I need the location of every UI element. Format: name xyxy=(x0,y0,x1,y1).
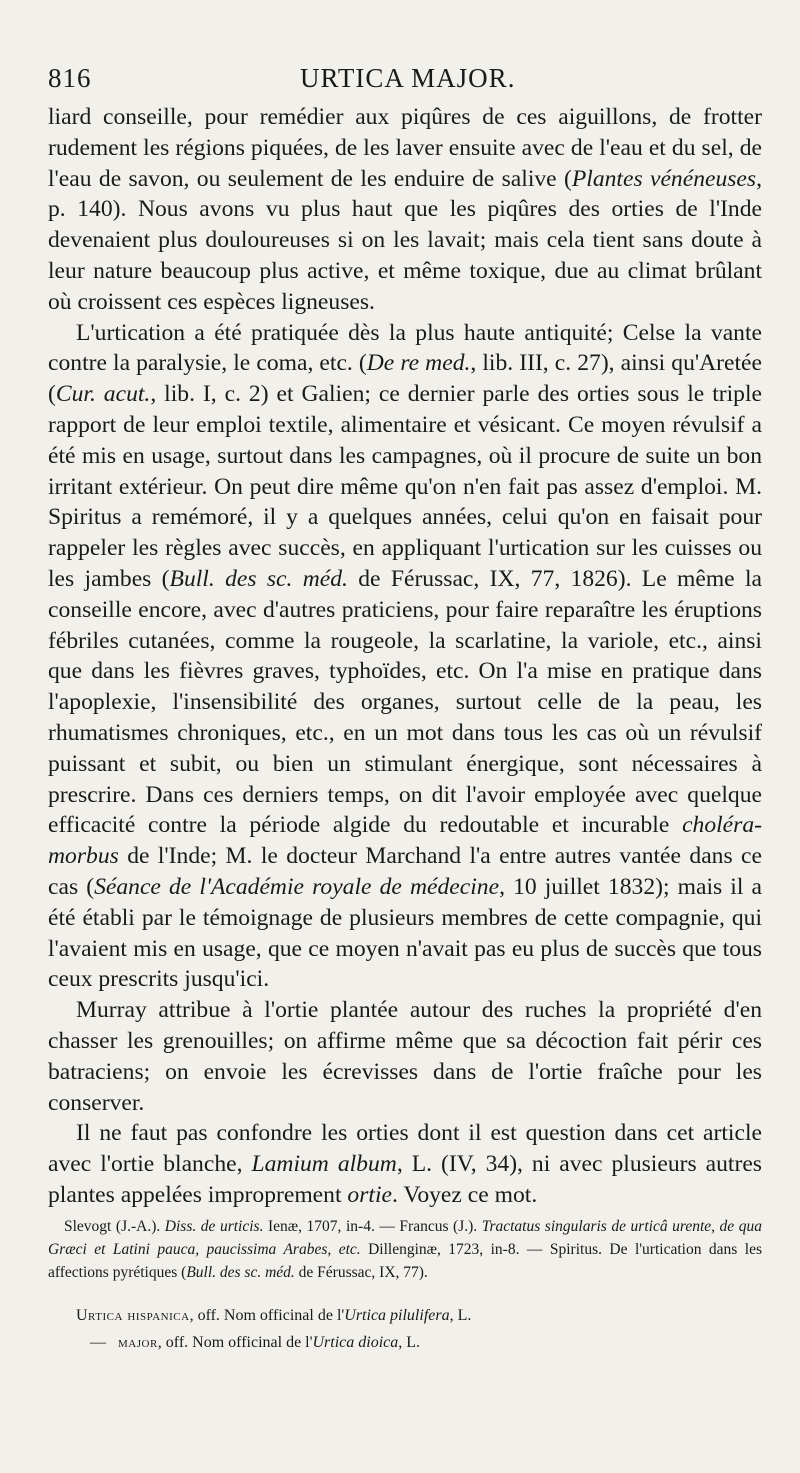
page-header xyxy=(48,58,762,98)
citation-italic: Cur. acut. xyxy=(55,381,151,408)
paragraph-3: Murray attribue à l'ortie plantée autour des ruches la propriété d'en chasser les grenouilles; on affirme même que sa décoction fait périr ces batraciens; on envoie les écrevisses dans de l'ortie fraîche pour les conserver. xyxy=(48,997,762,1116)
text-run: de Férussac, IX, 77). xyxy=(294,1263,428,1281)
text-run: , lib. I, c. 2) et Galien; ce dernier parle des orties sous le triple rapport de leur emploi textile, alimentaire et vésicant. Ce moyen révulsif a été mis en usage, surtout dans les campagnes, où il procure de suite un bon irritant extérieur. On peut dire même qu'on n'en fait pas assez d'emploi. M. Spiritus a remémoré, il y a quelques années, celui qu'on en faisait pour rappeler les règles avec succès, en appliquant l'urtication sur les cuisses ou les jambes ( xyxy=(48,381,762,592)
text-run: . Voyez ce mot. xyxy=(391,1181,538,1208)
citation-italic: Urtica dioica xyxy=(312,1333,399,1351)
entry-headword: major xyxy=(118,1333,158,1351)
text-run: Slevogt (J.-A.). xyxy=(64,1217,165,1235)
entry-text xyxy=(48,1302,471,1329)
citation-italic: Plantes vénéneuses xyxy=(571,165,757,192)
citation-italic: Bull. des sc. méd. xyxy=(169,565,348,592)
text-run: , off. Nom officinal de l' xyxy=(189,1306,345,1324)
text-run: L'urtication a été pratiquée dès la plus haute antiquité; Celse la vante contre la paralysie, le coma, etc. ( xyxy=(48,319,762,377)
text-run: de Férussac, IX, 77, 1826). Le même la conseille encore, avec d'autres praticiens, pour faire reparaître les éruptions fébriles cutanées, comme la rougeole, la scarlatine, la variole, etc., ainsi que dans les fièvres graves, typhoïdes, etc. On l'a mise en pratique dans l'apoplexie, l'insensibilité des organes, surtout celle de la peau, les rhumatismes chroniques, etc., en un mot dans tous les cas où un révulsif puissant et subit, ou bien un stimulant énergique, sont nécessaires à prescrire. Dans ces derniers temps, on dit l'avoir employée avec quelque efficacité contre la période algide du redoutable et incurable xyxy=(48,565,763,839)
text-run: , lib. III, c. 27), ainsi qu'Aretée ( xyxy=(48,350,762,408)
paragraph-4 xyxy=(48,1118,762,1210)
text-run: Ienæ, 1707, in-4. — Francus (J.). xyxy=(263,1217,482,1235)
citation-italic: Diss. de urticis. xyxy=(164,1217,264,1235)
text-run: , 10 juillet 1832); mais il a été établi par le témoignage de plusieurs membres de cette compagnie, qui l'avaient mis en usage, que ce moyen n'avait pas eu plus de succès que tous ceux prescrits jusqu'ici. xyxy=(48,873,762,993)
citation-italic: Tractatus singularis de urticâ urente, de qua Græci et Latini pauca, paucissima Arabes, etc. xyxy=(48,1217,762,1258)
ditto-dash: — xyxy=(90,1333,106,1351)
page-number: 816 xyxy=(48,63,92,93)
paragraph-2 xyxy=(48,318,762,996)
paragraph-1 xyxy=(48,102,762,318)
entry-text xyxy=(48,1329,420,1356)
text-run: , p. 140). Nous avons vu plus haut que les piqûres des orties de l'Inde devenaient plus douloureuses si on les lavait; mais cela tient sans doute à leur nature beaucoup plus active, et même toxique, due au climat brûlant où croissent ces espèces ligneuses. xyxy=(48,165,762,315)
main-text xyxy=(48,102,762,1211)
citation-italic: De re med. xyxy=(366,350,471,377)
running-title: URTICA MAJOR. xyxy=(300,63,516,93)
entry-urtica-hispanica xyxy=(48,1302,762,1329)
bibliography-notes xyxy=(48,1215,762,1284)
citation-italic: Lamium album xyxy=(251,1151,397,1178)
text-run: Il ne faut pas confondre les orties dont il est question dans cet article avec l'ortie blanche, xyxy=(48,1120,762,1178)
entry-headword: Urtica hispanica xyxy=(76,1306,190,1324)
text-run: , L. (IV, 34), ni avec plusieurs autres plantes appelées improprement xyxy=(48,1151,762,1208)
text-run: Dillenginæ, 1723, in-8. — Spiritus. De l'urtication dans les affections pyrétiques ( xyxy=(48,1240,762,1281)
citation-italic: Urtica pilulifera xyxy=(344,1306,450,1324)
text-run: , L. xyxy=(398,1333,421,1351)
bibliography-entry xyxy=(48,1215,762,1284)
citation-italic: choléra-morbus xyxy=(48,812,762,870)
dictionary-entries xyxy=(48,1302,762,1356)
text-run: liard conseille, pour remédier aux piqûres de ces aiguillons, de frotter rudement les régions piquées, de les laver ensuite avec de l'eau et du sel, de l'eau de savon, ou seulement de les enduire de salive ( xyxy=(48,104,762,192)
citation-italic: Bull. des sc. méd. xyxy=(186,1263,295,1281)
citation-italic: ortie xyxy=(347,1181,392,1208)
citation-italic: Séance de l'Académie royale de médecine xyxy=(94,873,500,900)
text-run: , L. xyxy=(449,1306,472,1324)
text-run: , off. Nom officinal de l' xyxy=(157,1333,313,1351)
entry-urtica-major xyxy=(48,1329,762,1356)
text-run: de l'Inde; M. le docteur Marchand l'a entre autres vantée dans ce cas ( xyxy=(48,843,762,900)
